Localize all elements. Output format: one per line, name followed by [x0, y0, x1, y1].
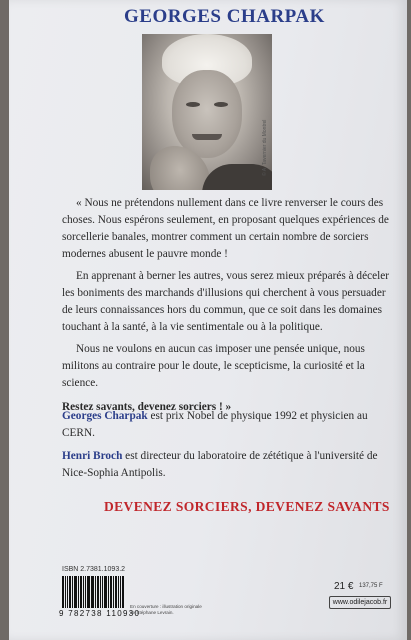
bio-name-broch: Henri Broch — [62, 450, 123, 462]
publisher-website: www.odilejacob.fr — [329, 596, 391, 609]
barcode-digits: 9 782738 110930 — [59, 609, 141, 618]
cover-illustration-credit: En couverture : illustration originale de Stéphane Levrain. — [130, 604, 202, 615]
bio-text-charpak: est prix Nobel de physique 1992 et physicien au CERN. — [62, 410, 368, 439]
tagline: DEVENEZ SORCIERS, DEVENEZ SAVANTS — [104, 499, 390, 514]
photo-credit: © A. Tavernier du Montrel — [262, 119, 268, 176]
isbn-label: ISBN 2.7381.1093.2 — [62, 566, 126, 573]
bio-broch — [62, 448, 392, 482]
author-photo — [142, 34, 272, 190]
bio-text-broch: est directeur du laboratoire de zététique à l'université de Nice-Sophia Antipolis. — [62, 450, 378, 479]
barcode-icon — [62, 576, 124, 608]
book-back-cover — [9, 0, 407, 640]
bio-charpak — [62, 408, 392, 442]
blurb-closing: Restez savants, devenez sorciers ! » — [62, 401, 232, 413]
price-euro: 21 € — [334, 581, 354, 592]
blurb-paragraph-3: Nous ne voulons en aucun cas imposer une pensée unique, nous militons au contraire pour le doute, le scepticisme, la curiosité et la science. — [62, 343, 365, 389]
price-franc: 137,75 F — [359, 583, 383, 589]
photo-face — [172, 70, 242, 158]
photo-eye-right — [214, 102, 228, 107]
photo-eye-left — [186, 102, 200, 107]
blurb-paragraph-2: En apprenant à berner les autres, vous serez mieux préparés à déceler les boniments des marchands d'illusions qui cherchent à vous persuader de leurs connaissances hors du commun, que ce soit dans les domaines touchant à la santé, à la vie sentimentale ou à la politique. — [62, 270, 390, 333]
photo-mouth — [192, 134, 222, 140]
author-heading: GEORGES CHARPAK — [124, 6, 325, 27]
author-bios — [62, 408, 392, 488]
blurb-paragraph-1: « Nous ne prétendons nullement dans ce livre renverser le cours des choses. Nous espérons seulement, en proposant quelques expériences de sorcellerie banales, montrer comment un certain nombre de sorciers modernes abusent le pauvre monde ! — [62, 197, 389, 260]
blurb-text — [62, 195, 392, 421]
bio-name-charpak: Georges Charpak — [62, 410, 148, 422]
